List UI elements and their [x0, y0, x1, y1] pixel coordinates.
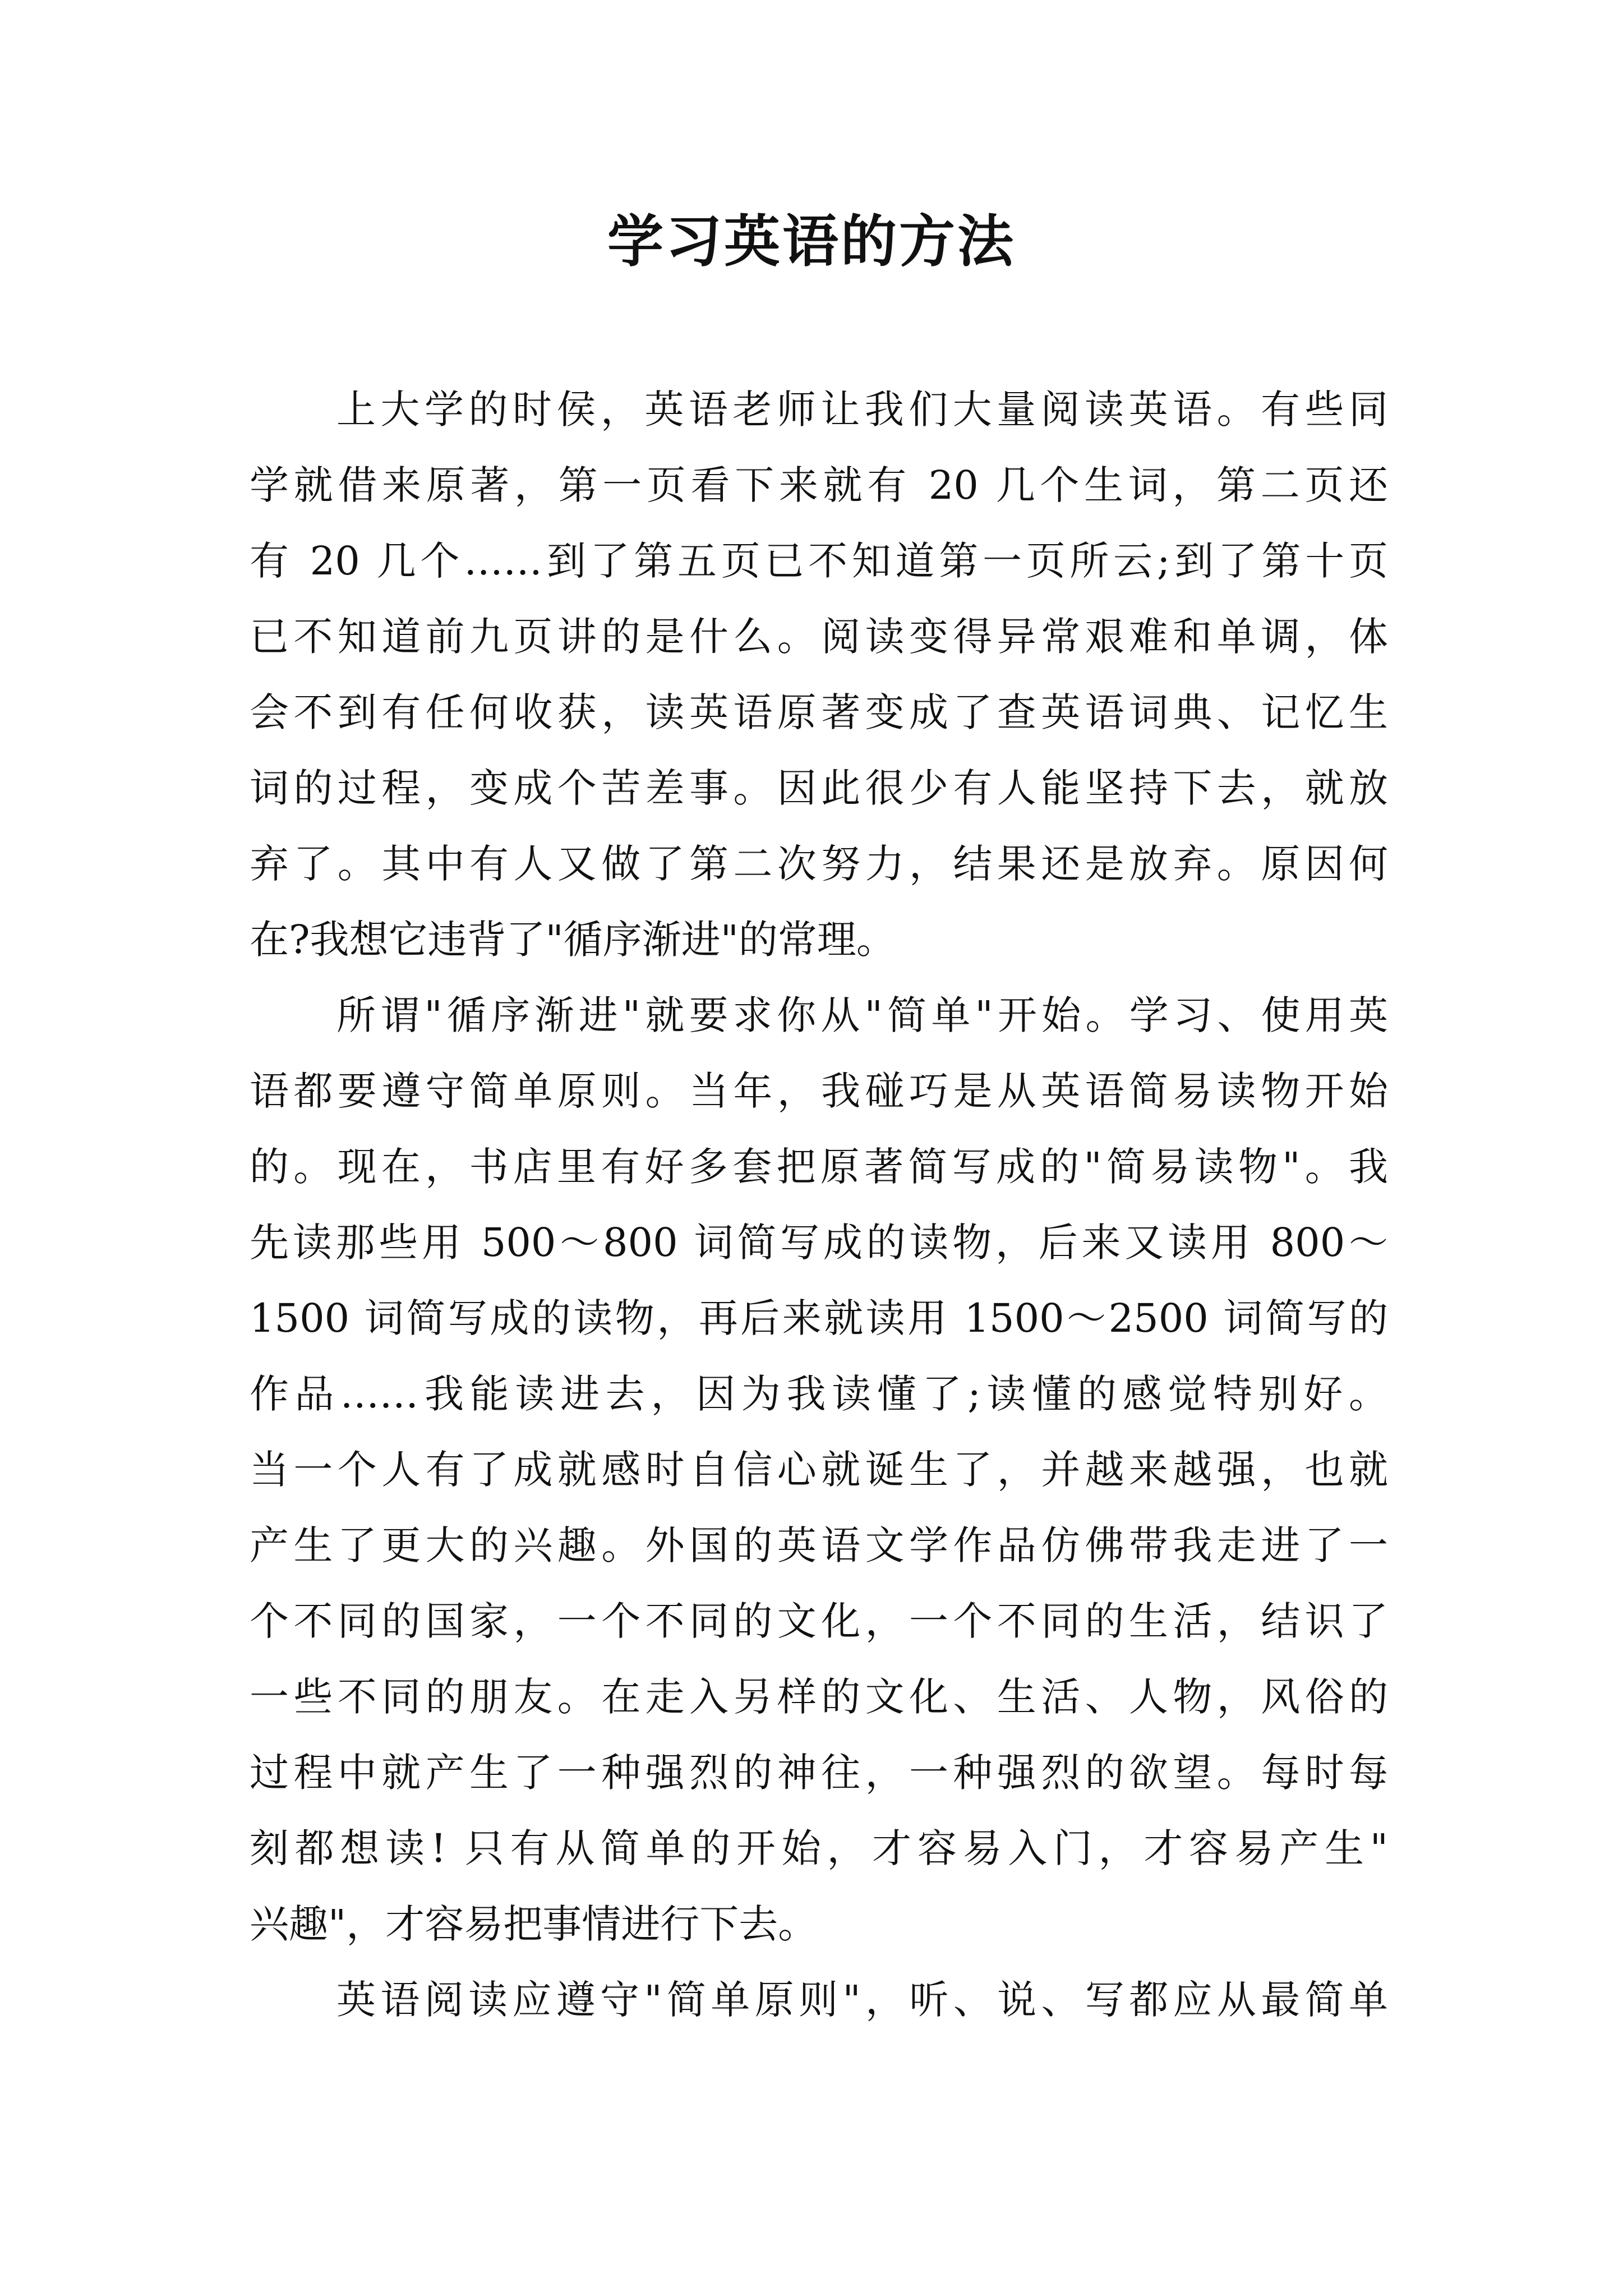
paragraph-2-line-6: 作品……我能读进去，因为我读懂了;读懂的感觉特别好。 [250, 1371, 1388, 1417]
paragraph-2-line-11: 过程中就产生了一种强烈的神往，一种强烈的欲望。每时每 [250, 1750, 1388, 1796]
paragraph-2-line-10: 一些不同的朋友。在走入另样的文化、生活、人物，风俗的 [250, 1674, 1388, 1720]
paragraph-2-line-5: 1500 词简写成的读物，再后来就读用 1500～2500 词简写的 [250, 1295, 1388, 1341]
paragraph-1-line-2: 学就借来原著，第一页看下来就有 20 几个生词，第二页还 [250, 462, 1388, 508]
paragraph-1-line-6: 词的过程，变成个苦差事。因此很少有人能坚持下去，就放 [250, 765, 1388, 811]
paragraph-1-line-8: 在?我想它违背了"循序渐进"的常理。 [250, 917, 896, 963]
paragraph-2-line-13: 兴趣"，才容易把事情进行下去。 [250, 1901, 818, 1947]
paragraph-2-line-3: 的。现在，书店里有好多套把原著简写成的"简易读物"。我 [250, 1144, 1388, 1190]
paragraph-2-line-4: 先读那些用 500～800 词简写成的读物，后来又读用 800～ [250, 1220, 1388, 1266]
paragraph-2-line-2: 语都要遵守简单原则。当年，我碰巧是从英语简易读物开始 [250, 1068, 1388, 1114]
paragraph-2-line-8: 产生了更大的兴趣。外国的英语文学作品仿佛带我走进了一 [250, 1522, 1388, 1568]
document-title: 学习英语的方法 [607, 208, 1016, 274]
paragraph-2-line-9: 个不同的国家，一个不同的文化，一个不同的生活，结识了 [250, 1598, 1388, 1644]
paragraph-2-line-1: 所谓"循序渐进"就要求你从"简单"开始。学习、使用英 [336, 992, 1388, 1038]
paragraph-1-line-4: 已不知道前九页讲的是什么。阅读变得异常艰难和单调，体 [250, 614, 1388, 660]
paragraph-1-line-1: 上大学的时侯，英语老师让我们大量阅读英语。有些同 [336, 386, 1388, 432]
paragraph-1-line-7: 弃了。其中有人又做了第二次努力，结果还是放弃。原因何 [250, 841, 1388, 887]
paragraph-3-line-1: 英语阅读应遵守"简单原则"，听、说、写都应从最简单 [336, 1977, 1388, 2023]
paragraph-1-line-5: 会不到有任何收获，读英语原著变成了查英语词典、记忆生 [250, 689, 1388, 735]
paragraph-2-line-12: 刻都想读! 只有从简单的开始，才容易入门，才容易产生" [250, 1825, 1388, 1871]
paragraph-2-line-7: 当一个人有了成就感时自信心就诞生了，并越来越强，也就 [250, 1447, 1388, 1493]
paragraph-1-line-3: 有 20 几个……到了第五页已不知道第一页所云;到了第十页 [250, 538, 1388, 584]
